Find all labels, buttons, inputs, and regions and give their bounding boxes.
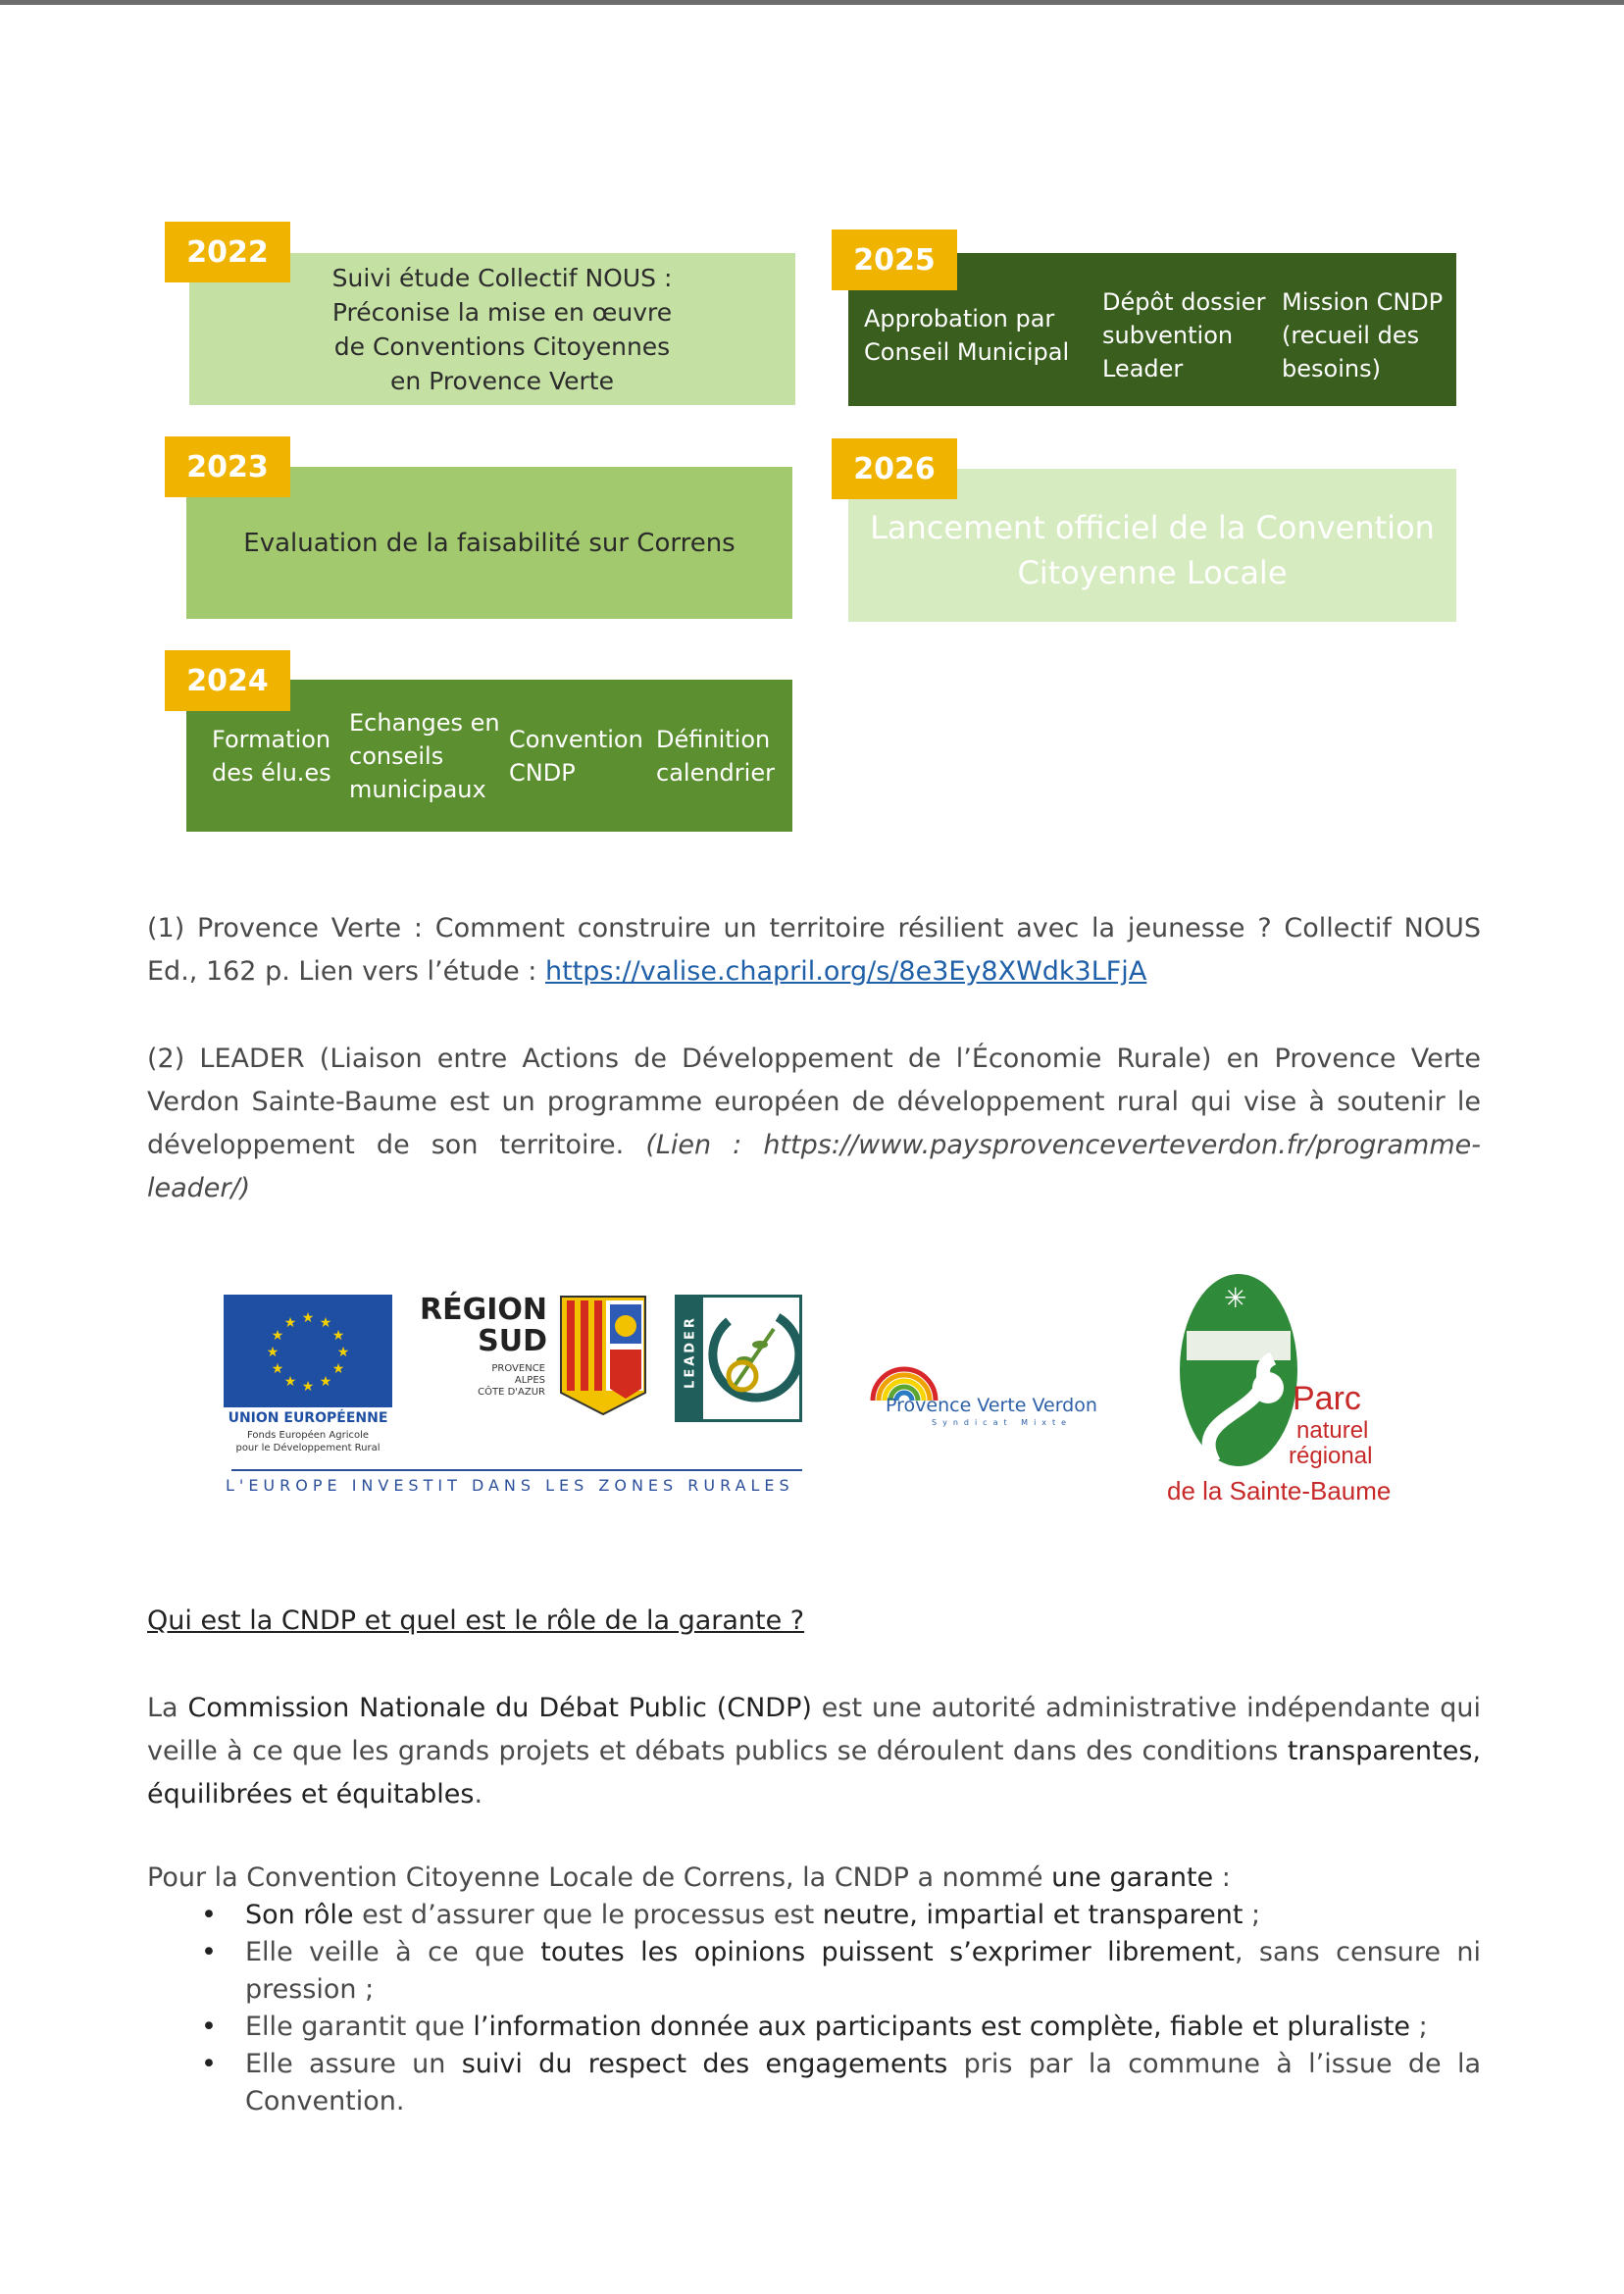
region-sud-logo <box>412 1293 657 1420</box>
footnote-2-text: (2) LEADER (Liaison entre Actions de Développement de l’Économie Rurale) en Provence Verte Verdon Sainte-Baume est un programme européen de développement rural qui vise à soutenir le développement de son territoire. <box>147 1044 1481 1160</box>
parc-line-2: naturel <box>1296 1417 1369 1444</box>
line: Conseil Municipal <box>864 338 1070 366</box>
provence-verte-verdon-logo <box>863 1355 1118 1434</box>
line: CNDP <box>509 758 576 787</box>
leader-logo <box>675 1295 802 1422</box>
line: calendrier <box>656 758 775 787</box>
text: Elle veille à ce que <box>245 1937 541 1967</box>
svg-text:★: ★ <box>301 1310 315 1326</box>
top-border <box>0 0 1624 5</box>
eu-name: UNION EUROPÉENNE <box>228 1410 388 1426</box>
text: l’information donnée aux participants est complète, fiable et pluraliste <box>473 2012 1411 2042</box>
line: Formation <box>212 725 331 753</box>
eu-tagline: L'EUROPE INVESTIT DANS LES ZONES RURALES <box>226 1476 794 1495</box>
bullet-icon: • <box>201 1900 217 1930</box>
text: ; <box>1243 1900 1261 1930</box>
parc-line-4: de la Sainte-Baume <box>1167 1476 1392 1505</box>
eu-fund-1: Fonds Européen Agricole <box>246 1430 370 1441</box>
text: est d’assurer que le processus est <box>353 1900 823 1930</box>
bullet-icon: • <box>201 2049 217 2079</box>
cndp-heading: Qui est la CNDP et quel est le rôle de la garante ? <box>147 1606 805 1636</box>
text: Elle assure un <box>245 2049 462 2079</box>
text: Commission Nationale du Débat Public (CNDP) <box>187 1693 812 1723</box>
text: Pour la Convention Citoyenne Locale de Correns, la CNDP a nommé <box>147 1862 1052 1893</box>
line: Convention <box>509 725 643 753</box>
text: une garante <box>1051 1862 1214 1893</box>
line: Mission CNDP <box>1282 288 1444 316</box>
line: Lancement officiel de la Convention <box>870 509 1435 546</box>
text: pris par la commune à l’issue de la Convention. <box>245 2049 1481 2116</box>
text: . <box>474 1779 483 1810</box>
year-badge-2022: 2022 <box>165 222 290 282</box>
line: Suivi étude Collectif NOUS : <box>331 263 673 292</box>
text: ; <box>1410 2012 1428 2042</box>
svg-text:★: ★ <box>319 1374 332 1390</box>
line: de Conventions Citoyennes <box>333 331 671 361</box>
svg-text:★: ★ <box>266 1345 279 1360</box>
line: conseils <box>349 741 444 770</box>
line: Préconise la mise en œuvre <box>331 297 673 327</box>
svg-text:★: ★ <box>283 1374 297 1390</box>
line: subvention <box>1102 322 1234 349</box>
line: Citoyenne Locale <box>1017 554 1288 591</box>
region-sub-1: PROVENCE <box>491 1363 545 1374</box>
svg-text:★: ★ <box>331 1328 345 1344</box>
svg-text:★: ★ <box>331 1361 345 1377</box>
timeline-2023-text: Evaluation de la faisabilité sur Correns <box>243 528 736 558</box>
line: Leader <box>1102 355 1184 382</box>
list-item <box>191 1934 1481 2009</box>
bullet-icon: • <box>201 1937 217 1967</box>
svg-text:★: ★ <box>271 1328 284 1344</box>
eu-flag <box>224 1295 392 1407</box>
svg-text:★: ★ <box>319 1315 332 1331</box>
text: toutes les opinions puissent s’exprimer librement <box>540 1937 1235 1967</box>
parc-line-3: régional <box>1289 1443 1373 1469</box>
pvv-name: Provence Verte Verdon <box>886 1395 1097 1416</box>
list-item <box>191 2009 1481 2046</box>
line: Dépôt dossier <box>1102 288 1266 316</box>
footnote-2 <box>147 1038 1481 1210</box>
line: des élu.es <box>212 758 331 787</box>
garante-role-list <box>191 1897 1481 2120</box>
leader-label: LEADER <box>683 1315 698 1389</box>
cndp-paragraph-1 <box>147 1687 1481 1816</box>
line: besoins) <box>1282 355 1381 382</box>
region-name-1: RÉGION <box>420 1293 547 1327</box>
year-badge-2026: 2026 <box>832 438 957 499</box>
eu-fund-2: pour le Développement Rural <box>235 1443 381 1453</box>
eu-logo <box>224 1295 392 1456</box>
region-name-2: SUD <box>478 1324 547 1358</box>
list-item <box>191 2046 1481 2120</box>
line: Echanges en <box>349 708 500 737</box>
region-shield-icon <box>559 1295 647 1416</box>
text: La <box>147 1693 188 1723</box>
footnote-1-text: (1) Provence Verte : Comment construire un territoire résilient avec la jeunesse ? Collectif NOUS Ed., 162 p. Lien vers l’étude : <box>147 913 1481 987</box>
footnote-1 <box>147 907 1481 994</box>
cndp-paragraph-2 <box>147 1857 1481 1900</box>
line: (recueil des <box>1282 322 1420 349</box>
eu-stars-icon <box>224 1295 392 1407</box>
text: Son rôle <box>245 1900 354 1930</box>
eu-divider <box>231 1469 802 1471</box>
footnote-1-link[interactable]: https://valise.chapril.org/s/8e3Ey8XWdk3LFjA <box>544 956 1147 987</box>
svg-text:★: ★ <box>283 1315 297 1331</box>
line: en Provence Verte <box>390 366 614 395</box>
svg-text:✳: ✳ <box>1224 1282 1247 1314</box>
parc-line-1: Parc <box>1293 1380 1361 1417</box>
svg-text:★: ★ <box>301 1379 315 1395</box>
text: est une autorité administrative indépendante qui veille à ce que les grands projets et débats publics se déroulent dans des conditions <box>147 1693 1482 1766</box>
list-item <box>191 1897 1481 1934</box>
region-sub-2: ALPES <box>514 1375 545 1386</box>
pvv-sub: Syndicat Mixte <box>932 1418 1073 1427</box>
svg-text:★: ★ <box>271 1361 284 1377</box>
text: suivi du respect des engagements <box>461 2049 948 2079</box>
parc-sainte-baume-logo <box>1167 1270 1393 1515</box>
parc-emblem-icon <box>1175 1270 1302 1476</box>
text: Elle garantit que <box>245 2012 474 2042</box>
svg-text:★: ★ <box>336 1345 350 1360</box>
leader-emblem-icon <box>705 1300 799 1417</box>
text: transparentes, équilibrées et équitables <box>147 1736 1481 1810</box>
text: , sans censure ni pression ; <box>245 1937 1481 2005</box>
year-badge-2024: 2024 <box>165 650 290 711</box>
region-sub-3: CÔTE D'AZUR <box>478 1387 545 1398</box>
bullet-icon: • <box>201 2012 217 2042</box>
year-badge-2023: 2023 <box>165 436 290 497</box>
text: : <box>1213 1862 1231 1893</box>
line: municipaux <box>349 775 486 803</box>
line: Définition <box>656 725 771 753</box>
line: Approbation par <box>864 305 1055 332</box>
year-badge-2025: 2025 <box>832 229 957 290</box>
text: neutre, impartial et transparent <box>822 1900 1243 1930</box>
footnote-2-link: (Lien : https://www.paysprovenceverteverdon.fr/programme-leader/) <box>147 1130 1482 1203</box>
